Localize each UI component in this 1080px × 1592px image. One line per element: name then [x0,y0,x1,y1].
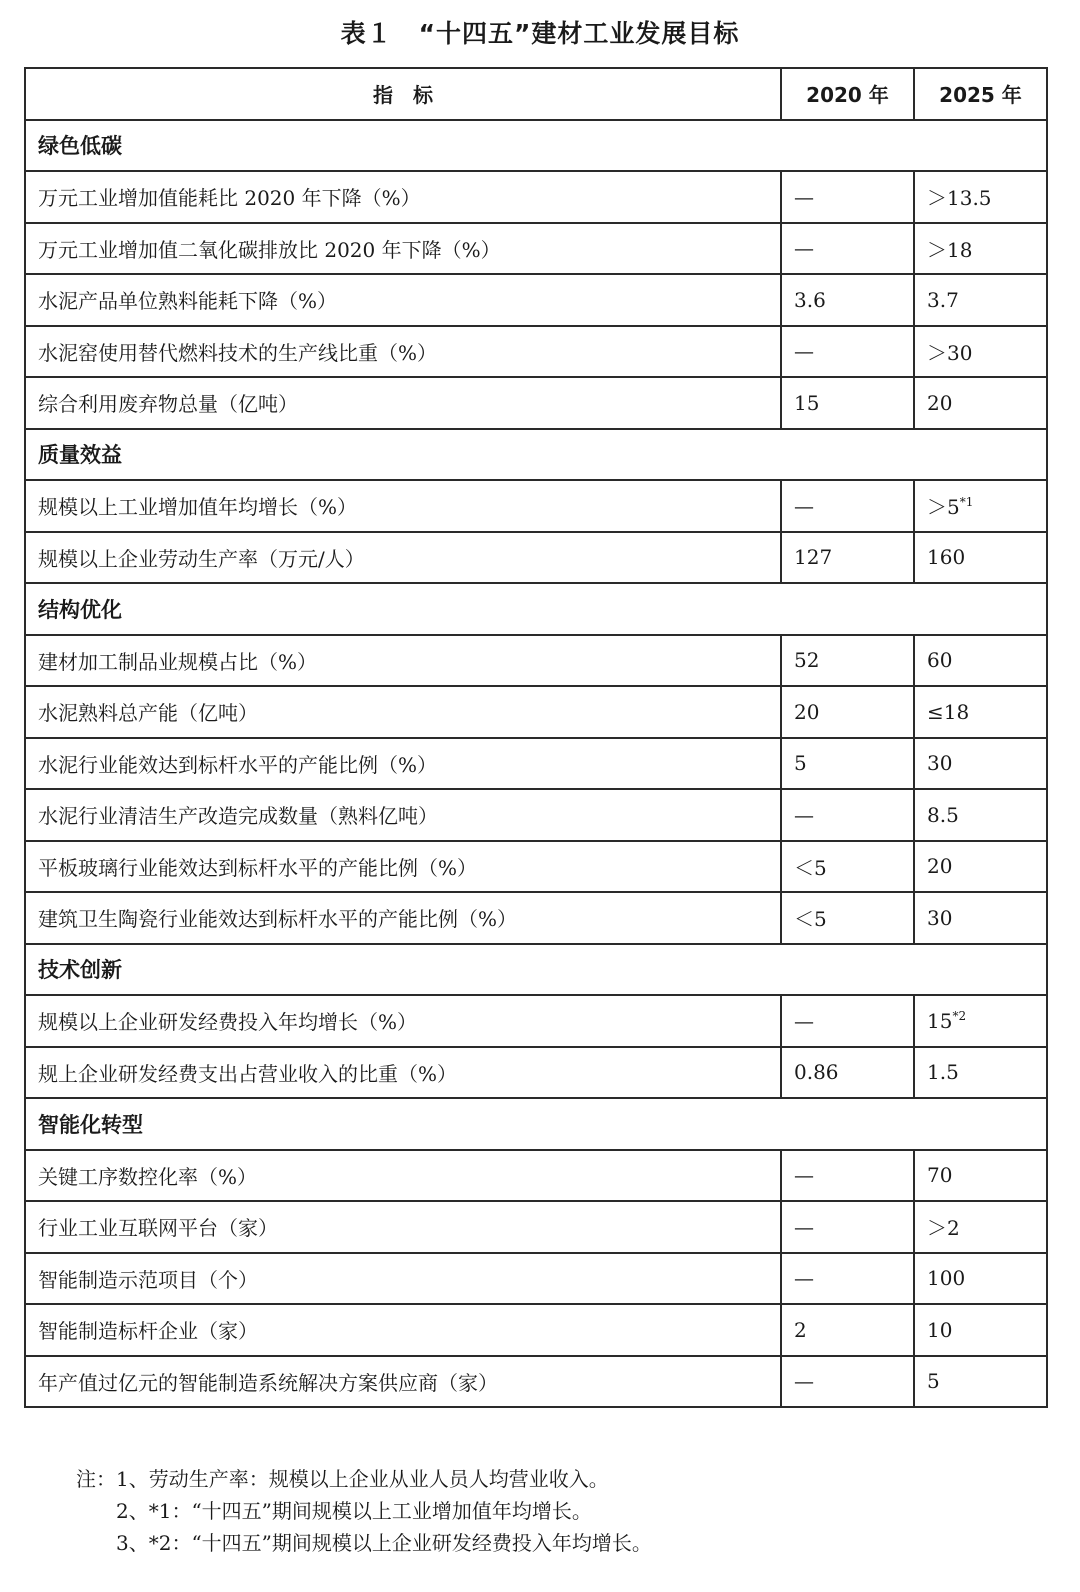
value-2025: ＞2 [927,1216,960,1241]
value-2025-cell [914,532,1047,584]
value-2025: ＞18 [927,237,973,262]
value-2025-cell [914,635,1047,687]
indicator-cell: 建材加工制品业规模占比（%） [25,635,781,687]
goals-table [24,67,1048,1408]
indicator-cell: 智能制造标杆企业（家） [25,1304,781,1356]
value-2025: 20 [927,390,953,415]
value-2025-cell [914,789,1047,841]
indicator-cell: 行业工业互联网平台（家） [25,1201,781,1253]
value-2025-cell [914,377,1047,429]
table-row [25,274,1047,326]
value-2025-cell [914,686,1047,738]
footnote-2: 2、*1：“十四五”期间规模以上工业增加值年均增长。 [116,1499,592,1523]
value-2025-cell [914,738,1047,790]
value-2020-cell: ＜5 [781,841,914,893]
value-2020-cell: — [781,171,914,223]
value-2025-cell [914,274,1047,326]
value-2020-cell: — [781,1253,914,1305]
value-2020-cell: ＜5 [781,892,914,944]
indicator-cell: 平板玻璃行业能效达到标杆水平的产能比例（%） [25,841,781,893]
section-row [25,120,1047,172]
table-row [25,1150,1047,1202]
value-2025: 10 [927,1317,953,1342]
indicator-cell: 智能制造示范项目（个） [25,1253,781,1305]
value-2020-cell: — [781,1201,914,1253]
table-body [25,120,1047,1408]
table-row [25,326,1047,378]
value-2020-cell: 0.86 [781,1047,914,1099]
indicator-cell: 水泥行业能效达到标杆水平的产能比例（%） [25,738,781,790]
table-row [25,480,1047,532]
section-title: 结构优化 [25,583,1047,635]
table-row [25,532,1047,584]
indicator-cell: 年产值过亿元的智能制造系统解决方案供应商（家） [25,1356,781,1408]
table-row [25,171,1047,223]
indicator-cell: 建筑卫生陶瓷行业能效达到标杆水平的产能比例（%） [25,892,781,944]
value-2025-cell [914,1150,1047,1202]
value-2025: 15 [927,1008,953,1033]
table-row [25,1047,1047,1099]
table-row [25,377,1047,429]
value-2020-cell: 127 [781,532,914,584]
value-2020-cell: — [781,223,914,275]
value-2025: 60 [927,648,953,673]
footnote-3: 3、*2：“十四五”期间规模以上企业研发经费投入年均增长。 [116,1531,652,1555]
section-row [25,944,1047,996]
footnote-1: 注：1、劳动生产率：规模以上企业从业人员人均营业收入。 [76,1467,609,1491]
header-2020: 2020 年 [781,68,914,120]
section-row [25,1098,1047,1150]
table-header-row [25,68,1047,120]
section-row [25,583,1047,635]
value-2025-cell [914,892,1047,944]
table-row [25,789,1047,841]
footnote-marker: *1 [959,495,974,510]
value-2025-cell [914,1356,1047,1408]
value-2020-cell: 52 [781,635,914,687]
value-2025: ≤18 [927,699,970,724]
indicator-cell: 万元工业增加值二氧化碳排放比 2020 年下降（%） [25,223,781,275]
indicator-cell: 关键工序数控化率（%） [25,1150,781,1202]
table-row [25,738,1047,790]
value-2020-cell: — [781,789,914,841]
value-2025: 5 [927,1369,940,1394]
value-2025-cell [914,1304,1047,1356]
section-title: 智能化转型 [25,1098,1047,1150]
indicator-cell: 水泥熟料总产能（亿吨） [25,686,781,738]
indicator-cell: 水泥行业清洁生产改造完成数量（熟料亿吨） [25,789,781,841]
table-row [25,841,1047,893]
header-2025: 2025 年 [914,68,1047,120]
value-2020-cell: — [781,480,914,532]
value-2020-cell: — [781,1150,914,1202]
value-2025: ＞30 [927,340,973,365]
section-title: 技术创新 [25,944,1047,996]
table-row [25,1253,1047,1305]
header-indicator: 指 标 [25,68,781,120]
value-2025-cell [914,1253,1047,1305]
value-2025-cell [914,326,1047,378]
indicator-cell: 综合利用废弃物总量（亿吨） [25,377,781,429]
value-2025: 100 [927,1266,966,1291]
value-2025: 70 [927,1163,953,1188]
footnotes [76,1463,652,1559]
value-2025: 160 [927,545,966,570]
value-2020-cell: — [781,326,914,378]
value-2025-cell [914,841,1047,893]
indicator-cell: 规模以上企业劳动生产率（万元/人） [25,532,781,584]
value-2020-cell: 20 [781,686,914,738]
table-row [25,1201,1047,1253]
table-row [25,995,1047,1047]
value-2025-cell [914,223,1047,275]
value-2020-cell: 5 [781,738,914,790]
indicator-cell: 规模以上企业研发经费投入年均增长（%） [25,995,781,1047]
table-row [25,223,1047,275]
value-2025: ＞5 [927,495,960,520]
table-row [25,1356,1047,1408]
indicator-cell: 万元工业增加值能耗比 2020 年下降（%） [25,171,781,223]
value-2025: 20 [927,854,953,879]
value-2025-cell [914,171,1047,223]
value-2020-cell: 3.6 [781,274,914,326]
value-2025: 1.5 [927,1060,959,1085]
value-2025-cell [914,995,1047,1047]
value-2025-cell [914,1047,1047,1099]
indicator-cell: 水泥产品单位熟料能耗下降（%） [25,274,781,326]
table-title: 表１ “十四五”建材工业发展目标 [340,19,740,48]
value-2025: ＞13.5 [927,186,992,211]
indicator-cell: 规上企业研发经费支出占营业收入的比重（%） [25,1047,781,1099]
value-2025-cell [914,480,1047,532]
value-2025: 3.7 [927,287,959,312]
value-2020-cell: 15 [781,377,914,429]
table-row [25,686,1047,738]
section-row [25,429,1047,481]
value-2020-cell: 2 [781,1304,914,1356]
table-row [25,1304,1047,1356]
indicator-cell: 规模以上工业增加值年均增长（%） [25,480,781,532]
value-2025: 30 [927,751,953,776]
footnote-marker: *2 [952,1008,967,1023]
indicator-cell: 水泥窑使用替代燃料技术的生产线比重（%） [25,326,781,378]
value-2025: 30 [927,905,953,930]
section-title: 质量效益 [25,429,1047,481]
table-row [25,635,1047,687]
value-2025-cell [914,1201,1047,1253]
value-2020-cell: — [781,995,914,1047]
table-row [25,892,1047,944]
section-title: 绿色低碳 [25,120,1047,172]
value-2025: 8.5 [927,802,959,827]
value-2020-cell: — [781,1356,914,1408]
